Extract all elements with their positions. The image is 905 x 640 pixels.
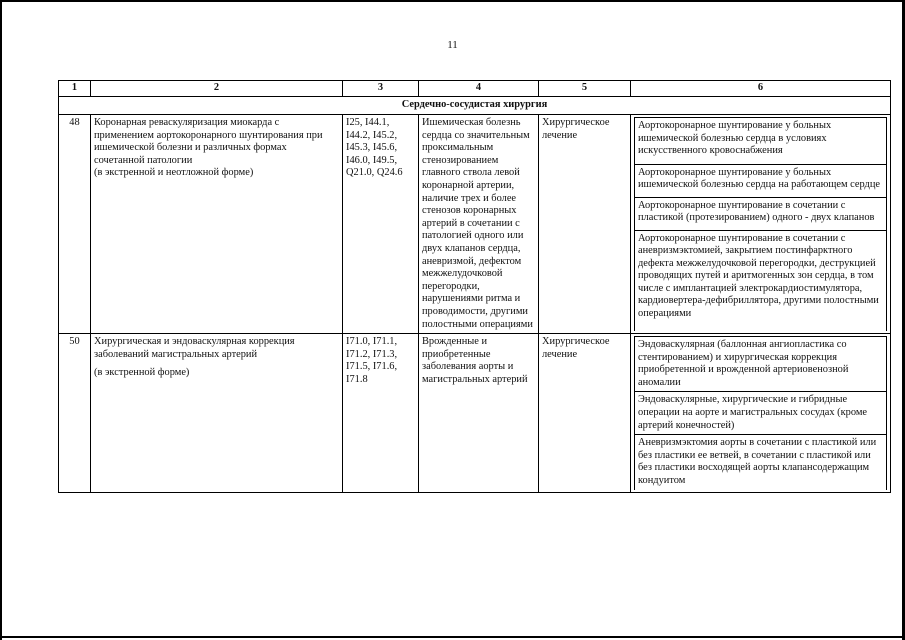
header-row (59, 81, 891, 97)
table-row (59, 115, 891, 334)
page-frame-top (0, 0, 905, 2)
page-number: 11 (447, 39, 458, 51)
row-name: Коронарная реваскуляризация миокарда с применением аортокоронарного шунтирования при ишемической болезни и различных формах сочетанной патологии (94, 117, 323, 166)
methods-list (634, 117, 887, 331)
table-row (59, 334, 891, 493)
row-treatment: Хирургическое лечение (539, 334, 631, 493)
page-frame-bottom (0, 636, 905, 638)
row-note: (в экстренной и неотложной форме) (94, 167, 254, 179)
row-treatment: Хирургическое лечение (539, 115, 631, 334)
page-frame-left (0, 0, 2, 640)
method-item: Эндоваскулярная (баллонная ангиопластика со стентированием) и хирургическая коррекция приобретенной и врожденной артериовенозной аномалии (635, 337, 887, 392)
header-col-2: 2 (91, 81, 343, 97)
method-item: Аортокоронарное шунтирование в сочетании с пластикой (протезированием) одного - двух клапанов (635, 197, 887, 230)
header-col-6: 6 (631, 81, 891, 97)
row-name: Хирургическая и эндоваскулярная коррекция заболеваний магистральных артерий (94, 336, 295, 360)
header-col-4: 4 (419, 81, 539, 97)
row-note: (в экстренной форме) (94, 367, 190, 379)
header-col-1: 1 (59, 81, 91, 97)
method-item: Аневризмэктомия аорты в сочетании с пластикой или без пластики ее ветвей, в сочетании с пластикой или без пластики восходящей аорты клапансодержащим кондуитом (635, 435, 887, 490)
row-model: Ишемическая болезнь сердца со значительным проксимальным стенозированием главного ствола левой коронарной артерии, наличие трех и более стенозов коронарных артерий в сочетании с патологией одного или двух клапанов сердца, аневризмой, дефектом межжелудочковой перегородки, нарушениями ритма и проводимости, другими полостными операциями (419, 115, 539, 334)
method-item: Эндоваскулярные, хирургические и гибридные операции на аорте и магистральных сосудах (кроме артерий конечностей) (635, 392, 887, 435)
method-item: Аортокоронарное шунтирование у больных ишемической болезнью сердца на работающем сердце (635, 164, 887, 197)
row-methods-cell (631, 334, 891, 493)
header-col-5: 5 (539, 81, 631, 97)
method-item: Аортокоронарное шунтирование у больных ишемической болезнью сердца в условиях искусственного кровоснабжения (635, 118, 887, 165)
header-col-3: 3 (343, 81, 419, 97)
row-name-cell (91, 115, 343, 334)
section-row (59, 97, 891, 115)
method-item: Аортокоронарное шунтирование в сочетании с аневризмэктомией, закрытием постинфарктного дефекта межжелудочковой перегородки, деструкцией проводящих путей и аритмогенных зон сердца, в том числе с имплантацией электрокардиостимулятора, кардиовертера-дефибриллятора, другими полостными операциями (635, 230, 887, 331)
section-title: Сердечно-сосудистая хирургия (59, 97, 891, 115)
methods-list (634, 336, 887, 490)
row-number: 50 (59, 334, 91, 493)
row-methods-cell (631, 115, 891, 334)
row-codes: I71.0, I71.1, I71.2, I71.3, I71.5, I71.6, I71.8 (343, 334, 419, 493)
row-codes: I25, I44.1, I44.2, I45.2, I45.3, I45.6, I46.0, I49.5, Q21.0, Q24.6 (343, 115, 419, 334)
row-model: Врожденные и приобретенные заболевания аорты и магистральных артерий (419, 334, 539, 493)
procedures-table (58, 80, 891, 493)
row-name-cell (91, 334, 343, 493)
row-number: 48 (59, 115, 91, 334)
